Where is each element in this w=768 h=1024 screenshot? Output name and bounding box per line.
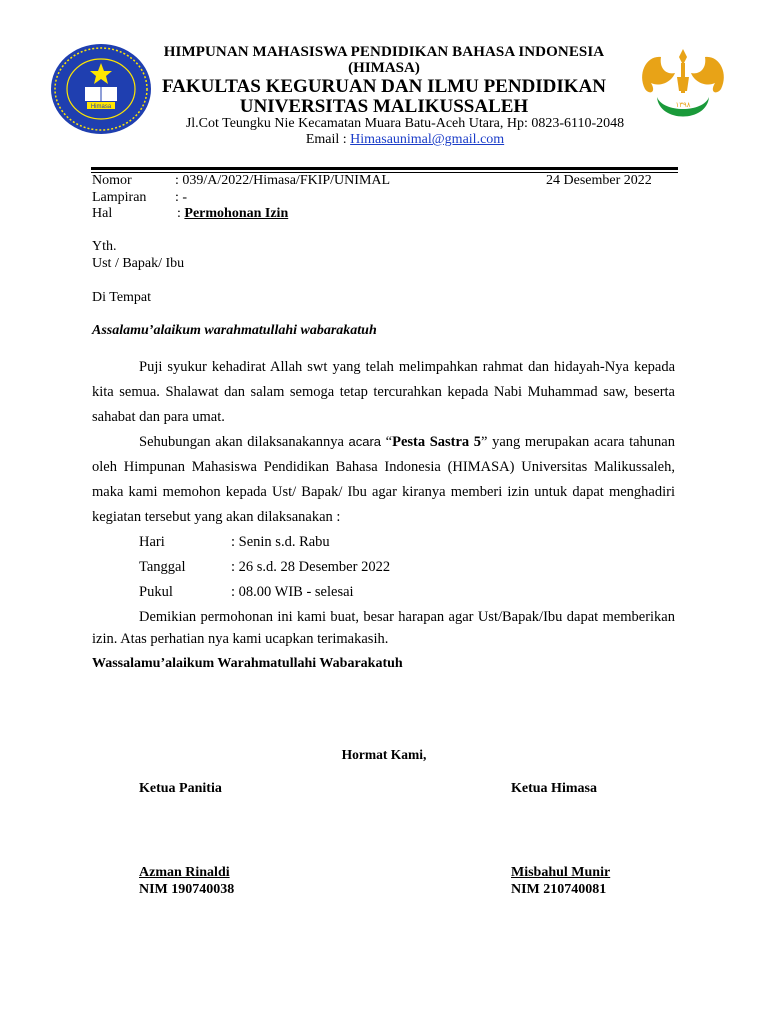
paragraph-1: Puji syukur kehadirat Allah swt yang telah melimpahkan rahmat dan hidayah-Nya kepada kita semua. Shalawat dan salam semoga tetap tercurahkan kepada Nabi Muhammad saw, beserta sahabat dan para umat. [92,359,675,425]
svg-text:Himasa: Himasa [90,104,112,110]
schedule-label: Pukul [139,584,173,600]
schedule-label: Hari [139,534,165,550]
org-name: HIMPUNAN MAHASISWA PENDIDIKAN BAHASA INDONESIA [163,44,605,60]
left-signatory-title: Ketua Panitia [139,781,222,796]
paragraph-2 [92,429,675,530]
right-signatory-title: Ketua Himasa [511,781,597,796]
hal-label: Hal [92,206,113,221]
svg-text:١٣٩٨: ١٣٩٨ [675,101,691,109]
paragraph-3: Demikian permohonan ini kami buat, besar harapan agar Ust/Bapak/Ibu dapat memberikan izin. Atas perhatian nya kami ucapkan terimakasih. [92,609,675,647]
schedule-value: : 08.00 WIB - selesai [231,584,354,600]
university-name: UNIVERSITAS MALIKUSSALEH [239,96,529,117]
greeting: Assalamu’alaikum warahmatullahi wabarakatuh [92,323,377,338]
schedule-value: : Senin s.d. Rabu [231,534,330,550]
recipient-place: Di Tempat [92,290,152,305]
closing: Wassalamu’alaikum Warahmatullahi Wabarakatuh [92,656,403,671]
email-line [175,132,635,148]
paragraph-2-part1: Sehubungan akan dilaksanakannya [139,434,349,450]
right-signatory-nim: NIM 210740081 [511,882,607,897]
hal-value-line [177,206,288,222]
lampiran-value: : - [175,190,188,205]
hal-colon: : [177,206,185,221]
header-rule-thick [91,167,678,170]
nomor-value: : 039/A/2022/Himasa/FKIP/UNIMAL [175,173,391,188]
faculty-name: FAKULTAS KEGURUAN DAN ILMU PENDIDIKAN [161,76,607,97]
address: Jl.Cot Teungku Nie Kecamatan Muara Batu-Aceh Utara, Hp: 0823-6110-2048 [185,116,625,131]
paragraph-2-quote: “ [381,434,393,450]
hal-value: Permohonan Izin [184,206,289,221]
schedule-value: : 26 s.d. 28 Desember 2022 [231,559,391,575]
letter-date: 24 Desember 2022 [546,173,652,188]
recipient-to: Ust / Bapak/ Ibu [92,256,185,271]
left-signatory-name: Azman Rinaldi [139,865,230,880]
regards: Hormat Kami, [341,747,427,762]
org-abbreviation: (HIMASA) [348,60,420,76]
nomor-label: Nomor [92,173,132,188]
paragraph-2-acara: acara [348,434,382,449]
schedule-label: Tanggal [139,559,186,575]
recipient-yth: Yth. [92,239,117,254]
right-signatory-name: Misbahul Munir [511,865,611,880]
lampiran-label: Lampiran [92,190,147,205]
left-signatory-nim: NIM 190740038 [139,882,235,897]
email-link[interactable]: Himasaunimal@gmail.com [350,132,505,147]
paragraph-2-part2: ” yang merupakan acara tahunan oleh Himpunan Mahasiswa Pendidikan Bahasa Indonesia (HIMASA) Universitas Malikussaleh, maka kami memohon kepada Ust/ Bapak/ Ibu agar kiranya memberi izin untuk dapat menghadiri kegiatan tersebut yang akan dilaksanakan : [92,434,675,525]
email-label: Email : [305,132,351,147]
event-name: Pesta Sastra 5 [392,434,482,450]
